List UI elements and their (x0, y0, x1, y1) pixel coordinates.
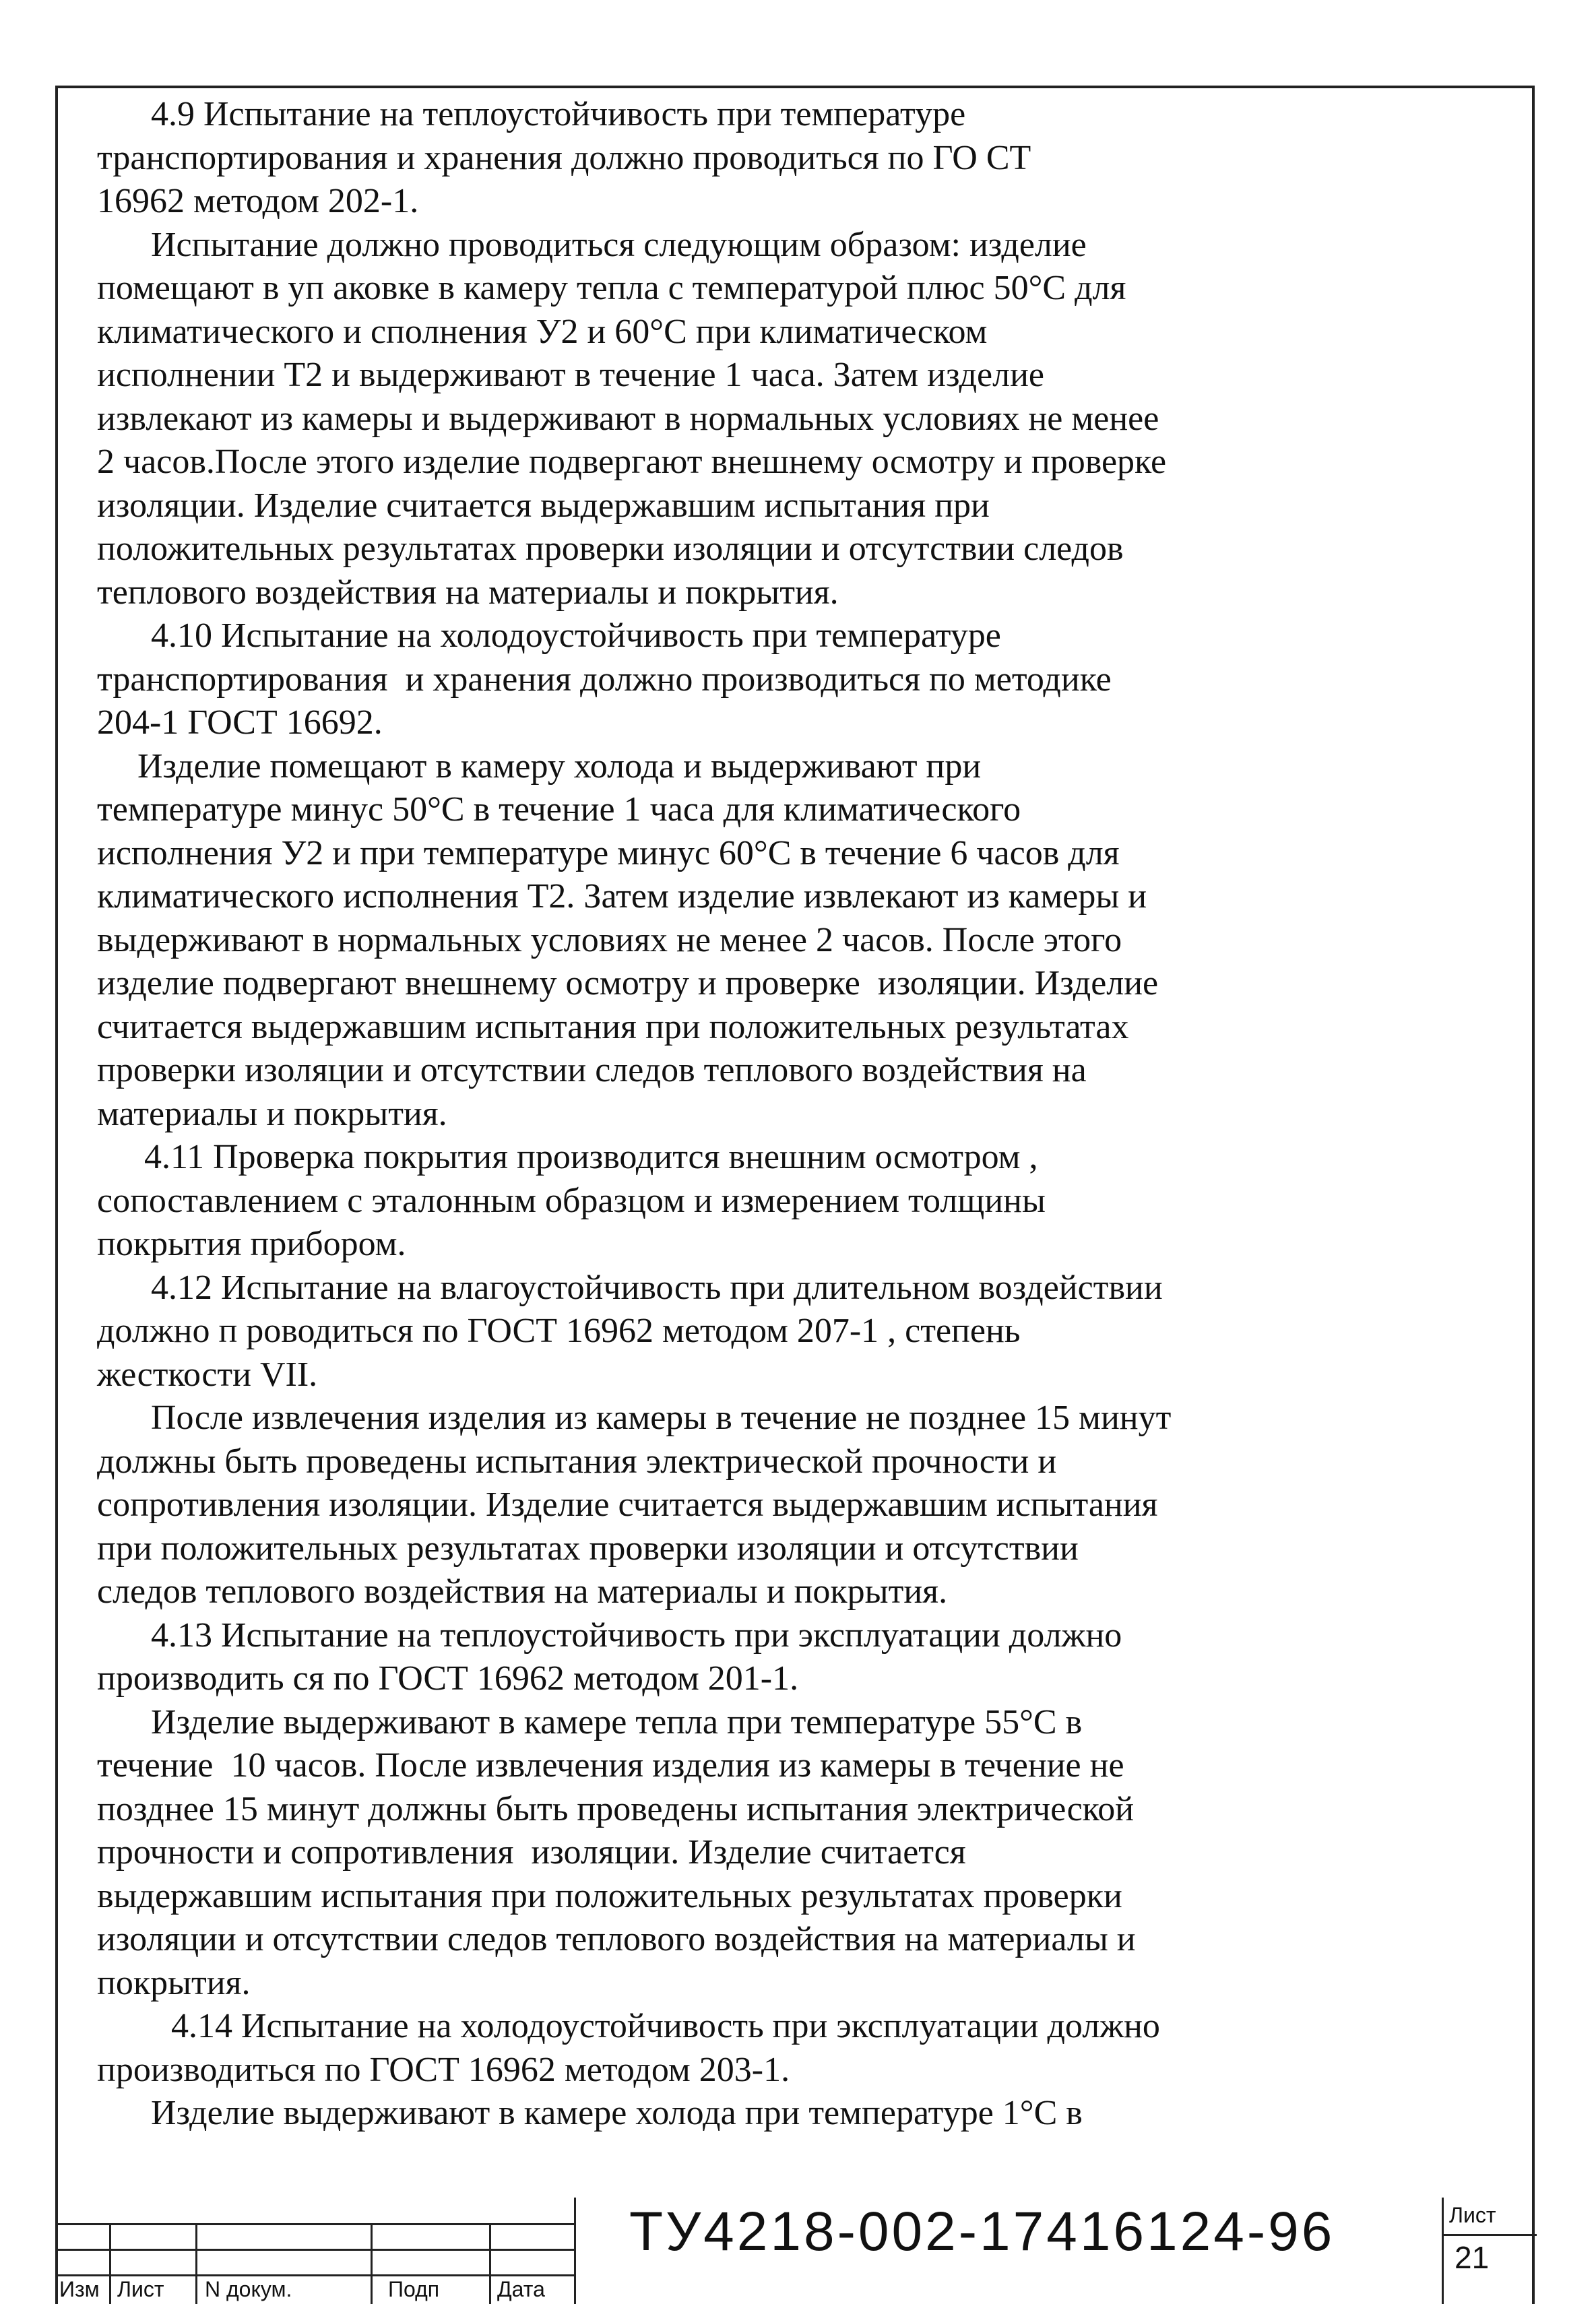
text-line: помещают в уп аковке в камеру тепла с температурой плюс 50°С для (97, 269, 1126, 307)
document-body (97, 93, 1377, 2136)
stamp-line (109, 2223, 111, 2304)
text-line: сопоставлением с эталонным образцом и измерением толщины (97, 1181, 1046, 1220)
text-line: транспортирования и хранения должно проводиться по ГО СТ (97, 138, 1031, 177)
text-line: положительных результатах проверки изоляции и отсутствии следов (97, 530, 1124, 568)
text-line: температуре минус 50°С в течение 1 часа для климатического (97, 790, 1021, 829)
text-line: 4.13 Испытание на теплоустойчивость при эксплуатации должно (151, 1615, 1122, 1655)
text-line: должно п роводиться по ГОСТ 16962 методом 207-1 , степень (97, 1312, 1021, 1350)
text-line: климатического исполнения Т2. Затем изделие извлекают из камеры и (97, 877, 1147, 916)
text-line: 4.10 Испытание на холодоустойчивость при температуре (151, 616, 1001, 655)
text-line: Изделие выдерживают в камере тепла при температуре 55°С в (151, 1702, 1083, 1741)
text-line: изоляции. Изделие считается выдержавшим испытания при (97, 486, 990, 525)
text-line: климатического и сполнения У2 и 60°С при климатическом (97, 312, 988, 351)
text-line: материалы и покрытия. (97, 1094, 447, 1133)
text-line: изделие подвергают внешнему осмотру и проверке изоляции. Изделие (97, 964, 1159, 1002)
text-line: 4.11 Проверка покрытия производится внешним осмотром , (144, 1138, 1038, 1176)
text-line: позднее 15 минут должны быть проведены испытания электрической (97, 1789, 1135, 1828)
text-line: прочности и сопротивления изоляции. Изделие считается (97, 1833, 966, 1871)
text-line: 4.12 Испытание на влагоустойчивость при длительном воздействии (151, 1268, 1163, 1307)
sheet-divider (1444, 2234, 1537, 2236)
stamp-line (371, 2223, 373, 2304)
text-line: 2 часов.После этого изделие подвергают внешнему осмотру и проверке (97, 443, 1167, 481)
stamp-label-ndokum: N докум. (205, 2277, 292, 2301)
stamp-line (55, 2223, 574, 2225)
text-line: Испытание должно проводиться следующим образом: изделие (151, 225, 1087, 264)
sheet-label: Лист (1449, 2203, 1496, 2227)
text-line: течение 10 часов. После извлечения изделия из камеры в течение не (97, 1746, 1124, 1785)
text-line: при положительных результатах проверки изоляции и отсутствии (97, 1529, 1079, 1568)
text-line: жесткости VII. (97, 1355, 318, 1394)
text-line: изоляции и отсутствии следов теплового воздействия на материалы и (97, 1920, 1136, 1958)
text-line: После извлечения изделия из камеры в течение не позднее 15 минут (151, 1399, 1172, 1437)
text-line: Изделие выдерживают в камере холода при температуре 1°С в (151, 2094, 1083, 2132)
stamp-line (55, 2274, 574, 2276)
text-line: покрытия прибором. (97, 1225, 406, 1263)
sheet-number: 21 (1455, 2240, 1490, 2275)
text-line: проверки изоляции и отсутствии следов теплового воздействия на (97, 1051, 1087, 1089)
text-line: исполнения У2 и при температуре минус 60°С в течение 6 часов для (97, 833, 1120, 872)
stamp-line (195, 2223, 197, 2304)
text-line: покрытия. (97, 1963, 251, 2002)
stamp-label-podp: Подп (388, 2277, 440, 2301)
text-line: считается выдержавшим испытания при положительных результатах (97, 1007, 1129, 1046)
sheet-number-box (1442, 2198, 1535, 2304)
stamp-label-izm: Изм (59, 2277, 100, 2301)
text-line: должны быть проведены испытания электрической прочности и (97, 1442, 1057, 1481)
text-line: производиться по ГОСТ 16962 методом 203-1. (97, 2050, 790, 2089)
text-line: извлекают из камеры и выдерживают в нормальных условиях не менее (97, 399, 1159, 438)
stamp-line (55, 2249, 574, 2251)
text-line: сопротивления изоляции. Изделие считается выдержавшим испытания (97, 1485, 1158, 1524)
text-line: теплового воздействия на материалы и покрытия. (97, 573, 839, 612)
text-line: следов теплового воздействия на материалы и покрытия. (97, 1572, 948, 1611)
text-line: транспортирования и хранения должно производиться по методике (97, 660, 1112, 699)
text-line: исполнении Т2 и выдерживают в течение 1 часа. Затем изделие (97, 356, 1044, 394)
stamp-label-data: Дата (497, 2277, 545, 2301)
text-line: 204-1 ГОСТ 16692. (97, 703, 383, 742)
text-line: выдержавшим испытания при положительных результатах проверки (97, 1876, 1122, 1915)
stamp-line (489, 2223, 491, 2304)
text-line: Изделие помещают в камеру холода и выдерживают при (137, 746, 982, 786)
document-code: ТУ4218-002-17416124-96 (629, 2201, 1335, 2262)
text-line: 4.14 Испытание на холодоустойчивость при эксплуатации должно (171, 2007, 1160, 2045)
text-line: выдерживают в нормальных условиях не менее 2 часов. После этого (97, 920, 1122, 959)
text-line: производить ся по ГОСТ 16962 методом 201-1. (97, 1659, 799, 1698)
text-line: 4.9 Испытание на теплоустойчивость при температуре (151, 95, 966, 133)
text-line: 16962 методом 202-1. (97, 182, 419, 220)
stamp-label-list: Лист (117, 2277, 164, 2301)
stamp-line (574, 2198, 576, 2304)
